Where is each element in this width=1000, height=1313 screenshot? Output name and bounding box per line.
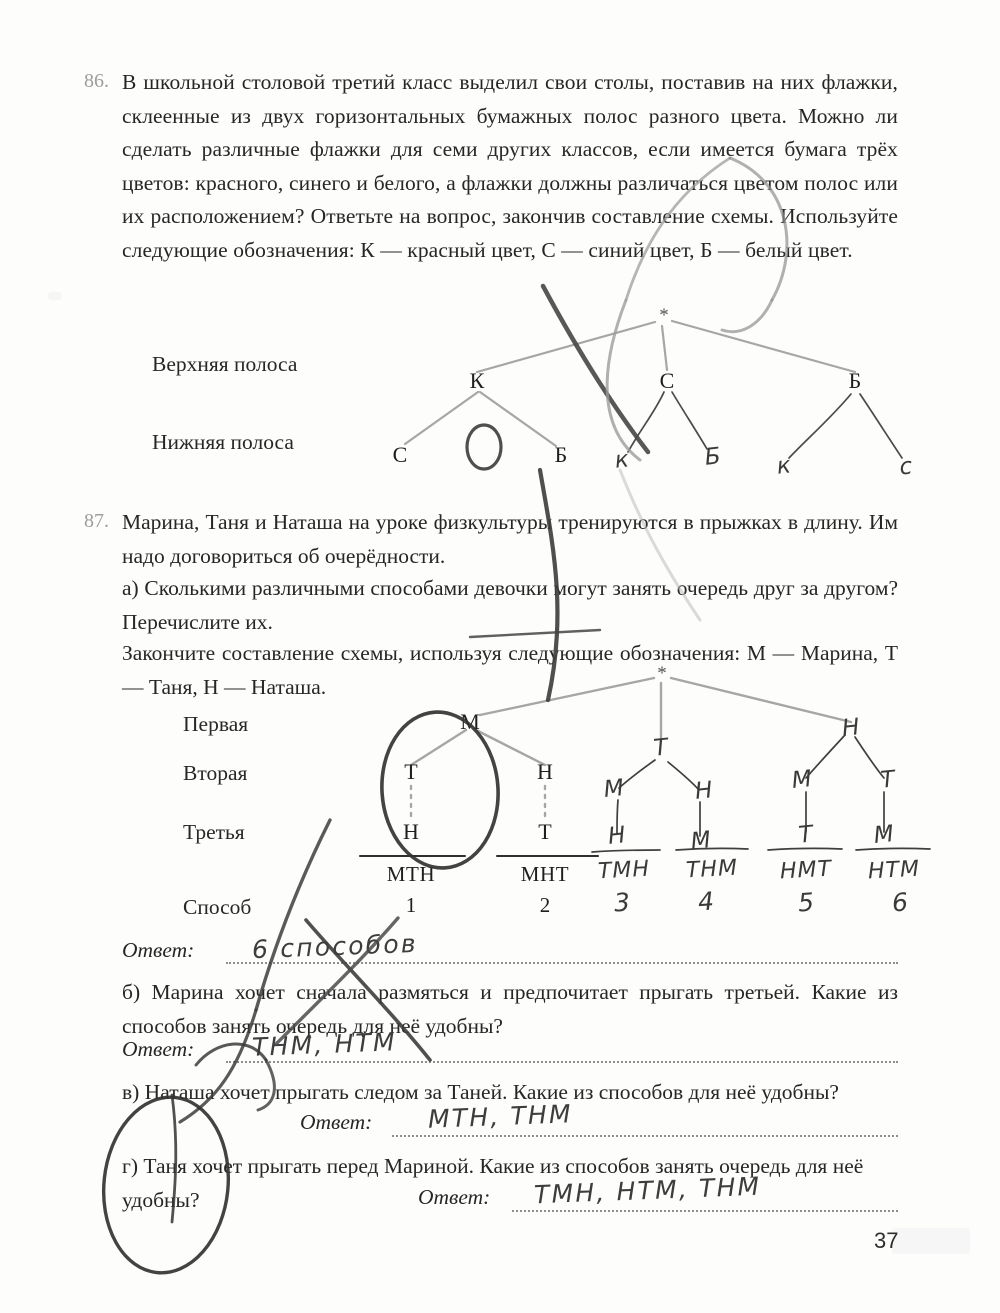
diagram-87-row-label-first: Первая (183, 712, 249, 736)
problem-87-part-a-cont: Закончите составление схемы, используя следующие обозначения: М — Марина, Т — Таня, Н — Наташа. (122, 641, 898, 699)
problem-87-part-v: в) Наташа хочет прыгать следом за Таней. Какие из способов для неё удобны? (122, 1080, 839, 1104)
answer-b-label: Ответ: (122, 1037, 195, 1061)
diagram-86-hand-leaf-4: с (898, 453, 914, 481)
diagram-87-b1-index: 1 (405, 893, 417, 917)
diagram-87-b3-code: ТМН (597, 856, 651, 885)
diagram-87-b2-index: 2 (539, 893, 551, 917)
diagram-87-b2-second: Н (537, 759, 553, 784)
diagram-87-row-label-method: Способ (183, 895, 252, 919)
problem-87-part-b: б) Марина хочет сначала размяться и предпочитает прыгать третьей. Какие из способов занять очередь для неё удобны? (122, 980, 898, 1038)
diagram-87-b6-index: 6 (891, 887, 909, 918)
diagram-87-b5-third: Т (797, 821, 815, 849)
diagram-87-b5-first: Н (840, 714, 862, 742)
diagram-87-b4-index: 4 (697, 886, 715, 917)
diagram-86-leaf-b: Б (554, 442, 568, 467)
diagram-87-row-label-second: Вторая (183, 761, 248, 785)
diagram-87-b6-second: Т (879, 766, 897, 794)
diagram-87-b6-code: НТМ (867, 856, 921, 885)
diagram-86-node-k: К (469, 368, 485, 393)
scan-speck (48, 292, 62, 300)
diagram-86-hand-leaf-2: Б (703, 443, 723, 471)
diagram-87-b3-third: Н (606, 822, 628, 850)
diagram-86-root-star: * (659, 305, 669, 326)
diagram-86-node-s: С (659, 368, 675, 393)
diagram-87-b5-code: НМТ (779, 856, 833, 885)
problem-87-number: 87. (84, 510, 109, 532)
diagram-87-b3-first: Т (652, 734, 670, 762)
diagram-87-row-label-third: Третья (183, 820, 245, 844)
diagram-86-hand-leaf-1: к (613, 446, 631, 474)
diagram-87-root-star: * (657, 663, 667, 684)
diagram-86-row-label-top: Верхняя полоса (152, 352, 298, 376)
diagram-87-b1-third: Н (403, 819, 419, 844)
diagram-87-b2-code: МНТ (520, 862, 570, 886)
answer-a-label: Ответ: (122, 938, 195, 962)
answer-g-value: ТМН, НТМ, ТНМ (533, 1171, 762, 1210)
diagram-87-b3-index: 3 (613, 887, 631, 918)
diagram-87-b4-third: М (689, 827, 713, 855)
diagram-87-b5-second: М (790, 766, 814, 794)
diagram-86-row-label-bottom: Нижняя полоса (152, 430, 294, 454)
problem-86-number: 86. (84, 70, 109, 92)
diagram-87-b1-code: МТН (386, 862, 436, 886)
diagram-87-b5-index: 5 (797, 887, 815, 918)
diagram-87-b1-first: М (460, 709, 480, 734)
answer-v-label: Ответ: (300, 1110, 373, 1134)
answer-g-label: Ответ: (418, 1185, 491, 1209)
answer-b-value: ТНМ, НТМ (251, 1027, 398, 1062)
diagram-86-leaf-s: С (392, 442, 408, 467)
page-number: 37 (874, 1228, 899, 1253)
diagram-87-b3-second: М (602, 775, 626, 803)
diagram-86-hand-leaf-3: к (775, 452, 793, 480)
problem-86-text: В школьной столовой третий класс выделил свои столы, поставив на них флажки, склеенные из двух горизонтальных бумажных полос разного цвета. Можно ли сделать различные флажки для семи других классов, если имеется бумага трёх цветов: красного, синего и белого, а флажки должны различаться цветом полос или их расположением? Ответьте на вопрос, закончив составление схемы. Используйте следующие обозначения: К — красный цвет, С — синий цвет, Б — белый цвет. (122, 70, 898, 262)
problem-87-part-a: а) Сколькими различными способами девочки могут занять очередь друг за другом? Перечислите их. (122, 576, 898, 634)
diagram-87-b4-second: Н (693, 777, 715, 805)
problem-87-part-g: г) Таня хочет прыгать перед Мариной. Какие из способов занять очередь для неё удобны? (122, 1154, 864, 1212)
problem-87-intro: Марина, Таня и Наташа на уроке физкультуры тренируются в прыжках в длину. Им надо договориться об очерёдности. (122, 510, 898, 568)
diagram-87-b4-code: ТНМ (685, 855, 739, 884)
answer-v-value: МТН, ТНМ (427, 1099, 574, 1134)
scan-smudge (892, 1228, 970, 1254)
diagram-87-b1-second: Т (404, 759, 418, 784)
answer-a-value: 6 способов (251, 928, 419, 965)
diagram-87-b2-third: Т (538, 819, 552, 844)
diagram-87-b6-third: М (872, 821, 896, 849)
diagram-86-node-b: Б (848, 368, 862, 393)
